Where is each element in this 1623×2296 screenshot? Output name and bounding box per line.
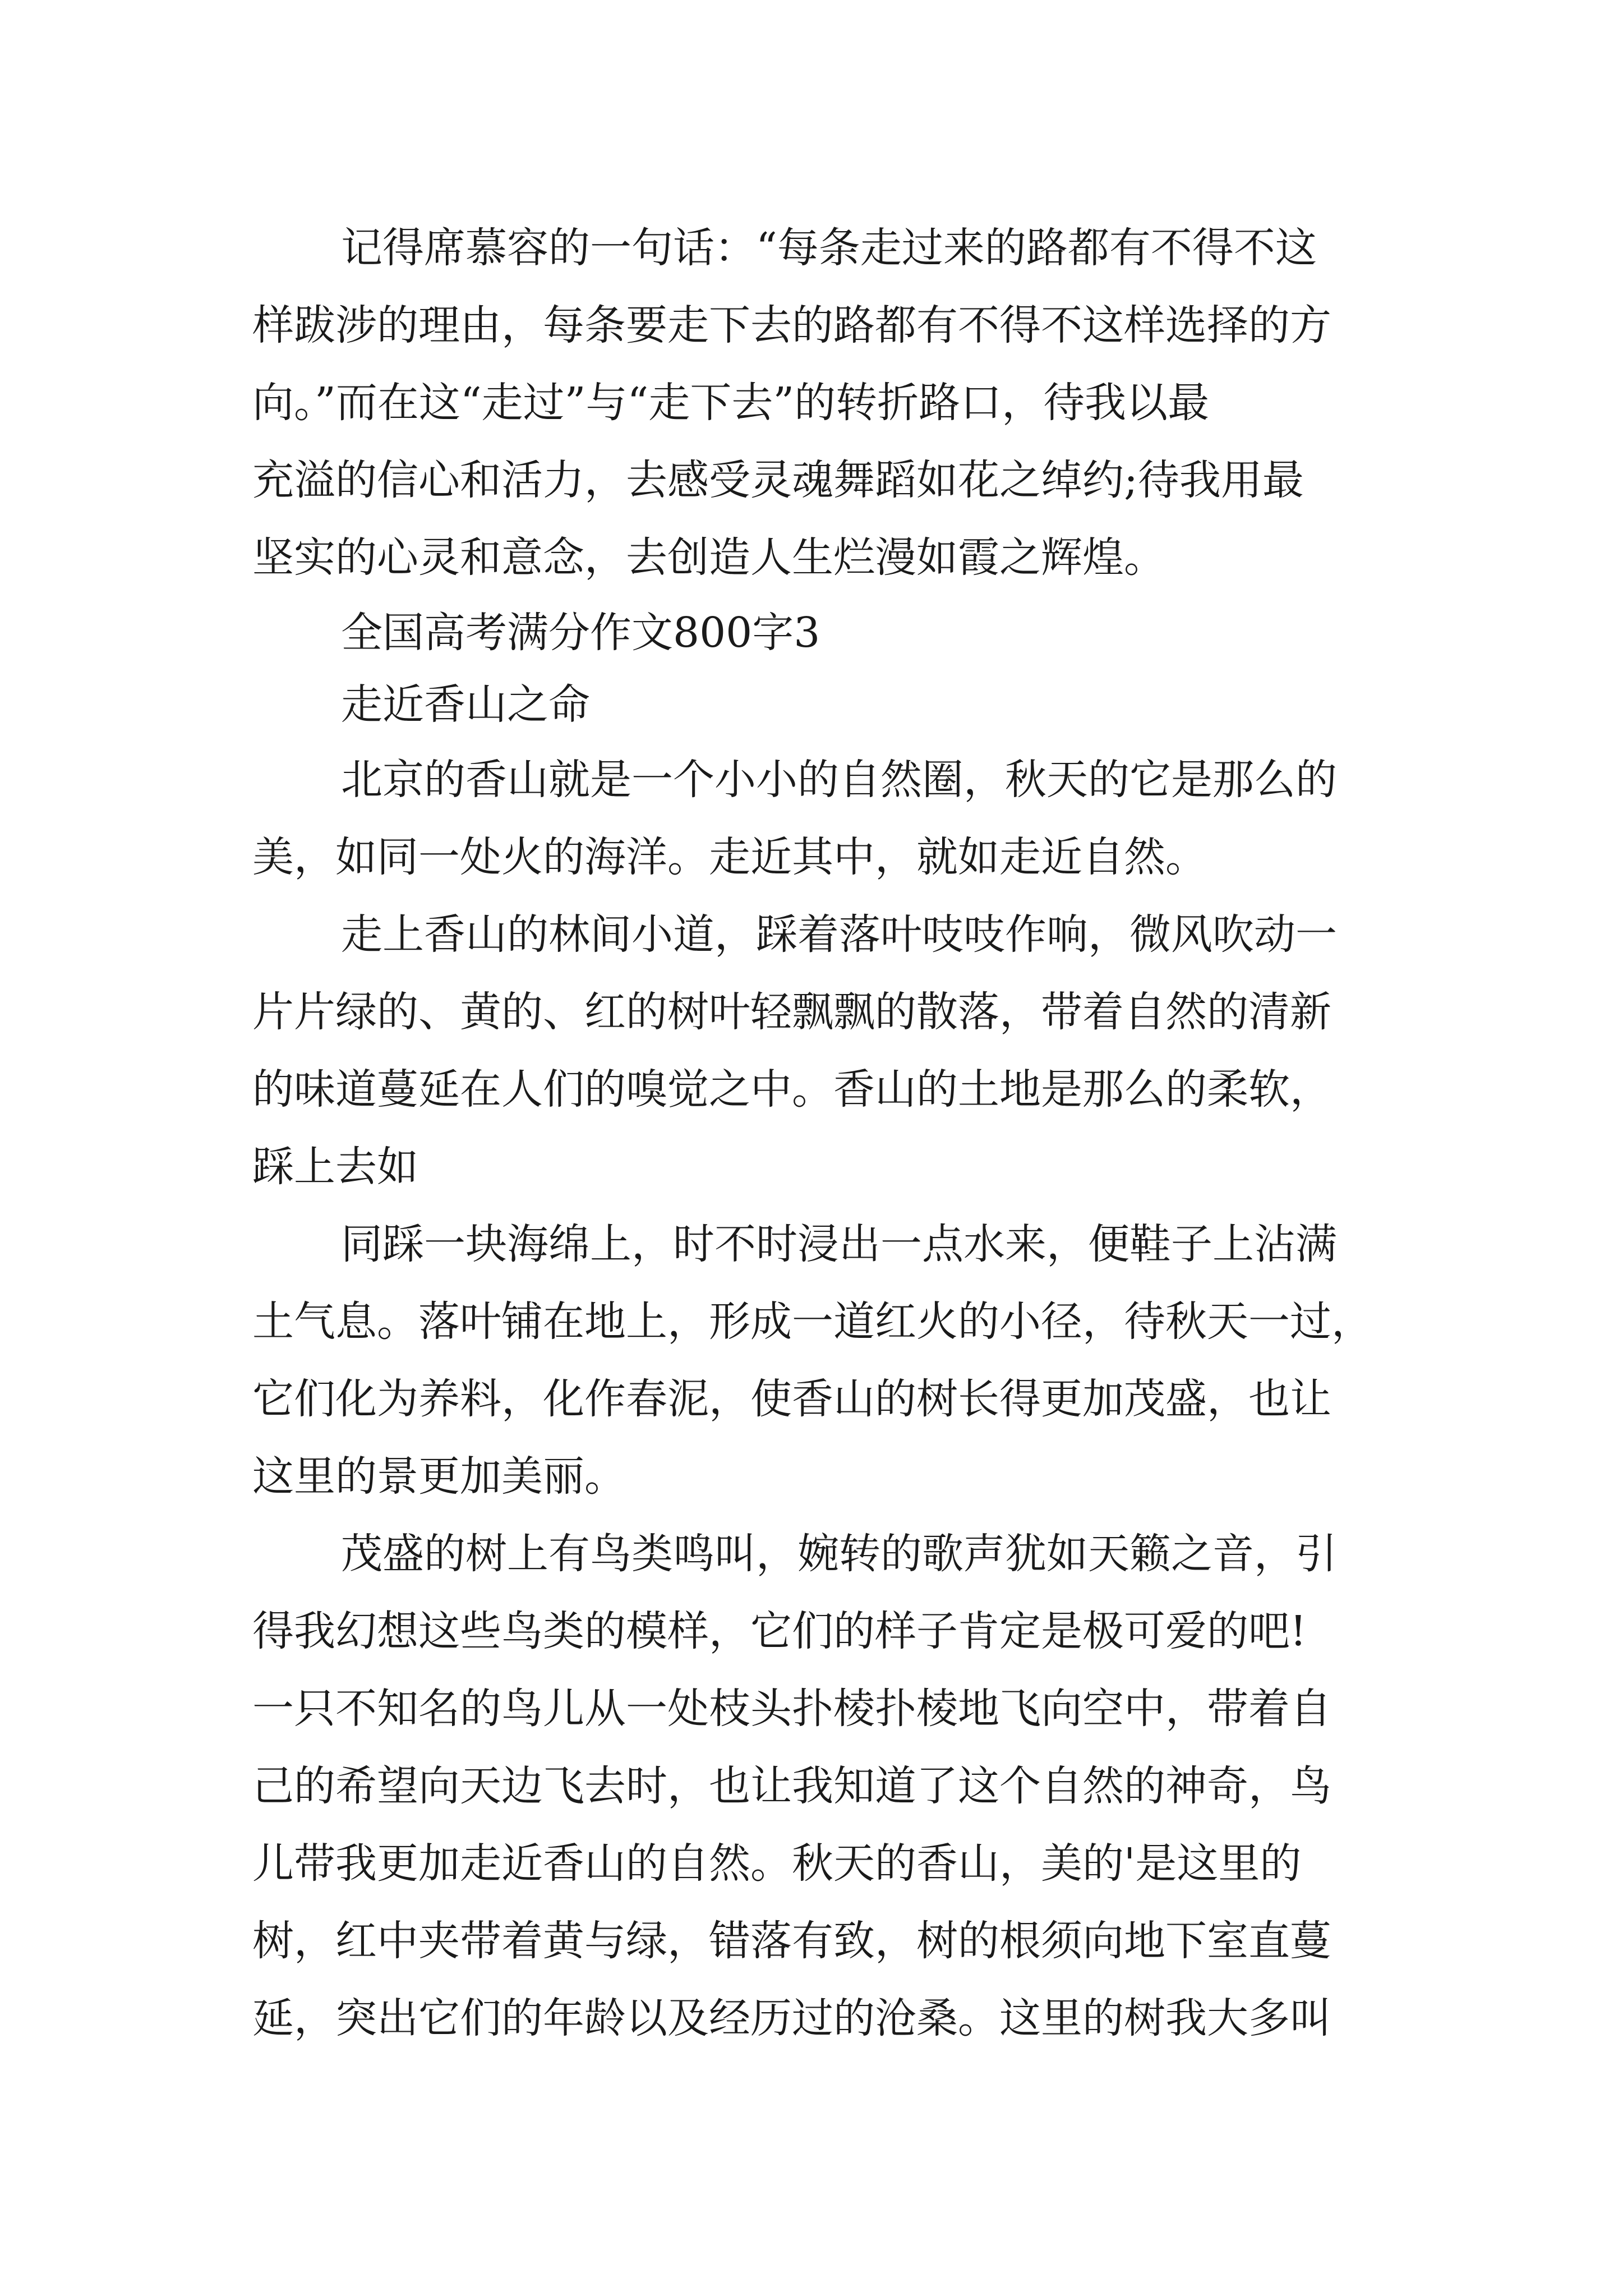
text-line: 向。”而在这“走过”与“走下去”的转折路口，待我以最 — [252, 379, 1210, 427]
text-line: 得我幻想这些鸟类的模样，它们的样子肯定是极可爱的吧! — [252, 1607, 1307, 1655]
text-line: 延，突出它们的年龄以及经历过的沧桑。这里的树我大多叫 — [252, 1994, 1331, 2042]
text-line: 记得席慕容的一句话：“每条走过来的路都有不得不这 — [341, 224, 1317, 272]
text-line: 土气息。落叶铺在地上，形成一道红火的小径，待秋天一过， — [252, 1297, 1373, 1346]
text-line: 它们化为养料，化作春泥，使香山的树长得更加茂盛，也让 — [252, 1375, 1331, 1423]
text-line: 茂盛的树上有鸟类鸣叫，婉转的歌声犹如天籁之音，引 — [341, 1530, 1337, 1578]
text-line: 美，如同一处火的海洋。走近其中，就如走近自然。 — [252, 833, 1207, 881]
text-line: 北京的香山就是一个小小的自然圈，秋天的它是那么的 — [341, 756, 1337, 804]
text-line: 儿带我更加走近香山的自然。秋天的香山，美的'是这里的 — [252, 1839, 1302, 1888]
text-line: 样跋涉的理由，每条要走下去的路都有不得不这样选择的方 — [252, 301, 1331, 349]
text-line: 一只不知名的鸟儿从一处枝头扑棱扑棱地飞向空中，带着自 — [252, 1685, 1331, 1733]
text-line: 充溢的信心和活力，去感受灵魂舞蹈如花之绰约;待我用最 — [252, 456, 1304, 504]
text-line: 的味道蔓延在人们的嗅觉之中。香山的土地是那么的柔软， — [252, 1065, 1331, 1114]
text-line: 己的希望向天边飞去时，也让我知道了这个自然的神奇，鸟 — [252, 1762, 1331, 1810]
text-line: 这里的景更加美丽。 — [252, 1452, 626, 1501]
text-line: 坚实的心灵和意念，去创造人生烂漫如霞之辉煌。 — [252, 533, 1165, 582]
text-line: 片片绿的、黄的、红的树叶轻飘飘的散落，带着自然的清新 — [252, 988, 1331, 1036]
text-line: 走上香山的林间小道，踩着落叶吱吱作响，微风吹动一 — [341, 910, 1337, 959]
text-line: 踩上去如 — [252, 1143, 418, 1191]
text-line: 树，红中夹带着黄与绿，错落有致，树的根须向地下室直蔓 — [252, 1917, 1331, 1965]
essay-title: 走近香山之命 — [341, 680, 590, 729]
text-line: 同踩一块海绵上，时不时浸出一点水来，便鞋子上沾满 — [341, 1220, 1337, 1268]
section-title: 全国高考满分作文800字3 — [341, 609, 820, 657]
